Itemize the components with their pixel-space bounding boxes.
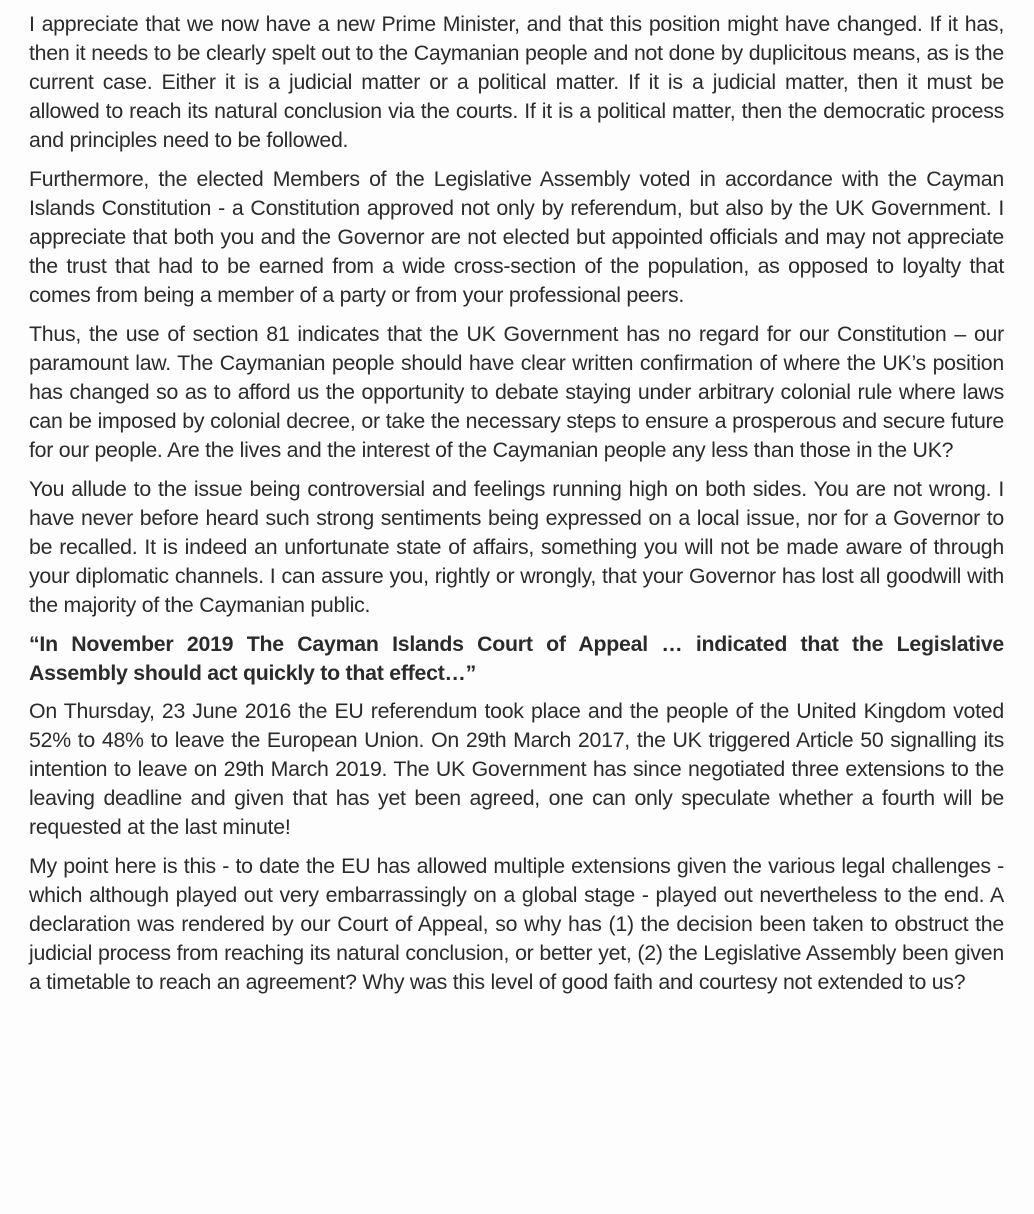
paragraph-section-81: Thus, the use of section 81 indicates that the UK Government has no regard for our Constitution – our paramount law. The Caymanian people should have clear written confirmation of where the UK’s position has changed so as to afford us the opportunity to debate staying under arbitrary colonial rule where laws can be imposed by colonial decree, or take the necessary steps to ensure a prosperous and secure future for our people. Are the lives and the interest of the Caymanian people any less than those in the UK?	[29, 322, 1004, 462]
paragraph-eu-referendum: On Thursday, 23 June 2016 the EU referendum took place and the people of the United Kingdom voted 52% to 48% to leave the European Union. On 29th March 2017, the UK triggered Article 50 signalling its intention to leave on 29th March 2019. The UK Government has since negotiated three extensions to the leaving deadline and given that has yet been agreed, one can only speculate whether a fourth will be requested at the last minute!	[29, 699, 1004, 839]
paragraph-legislative-assembly-vote: Furthermore, the elected Members of the Legislative Assembly voted in accordance with the Cayman Islands Constitution - a Constitution approved not only by referendum, but also by the UK Government. I appreciate that both you and the Governor are not elected but appointed officials and may not appreciate the trust that had to be earned from a wide cross-section of the population, as opposed to loyalty that comes from being a member of a party or from your professional peers.	[29, 167, 1004, 307]
quoted-heading-court-of-appeal: “In November 2019 The Cayman Islands Court of Appeal … indicated that the Legislative Assembly should act quickly to that effect…”	[29, 632, 1004, 685]
paragraph-controversial-issue: You allude to the issue being controversial and feelings running high on both sides. You are not wrong. I have never before heard such strong sentiments being expressed on a local issue, nor for a Governor to be recalled. It is indeed an unfortunate state of affairs, something you will not be made aware of through your diplomatic channels. I can assure you, rightly or wrongly, that your Governor has lost all goodwill with the majority of the Caymanian public.	[29, 477, 1004, 617]
paragraph-extensions-point: My point here is this - to date the EU has allowed multiple extensions given the various legal challenges - which although played out very embarrassingly on a global stage - played out nevertheless to the end. A declaration was rendered by our Court of Appeal, so why has (1) the decision been taken to obstruct the judicial process from reaching its natural conclusion, or better yet, (2) the Legislative Assembly been given a timetable to reach an agreement? Why was this level of good faith and courtesy not extended to us?	[29, 854, 1004, 994]
paragraph-new-prime-minister: I appreciate that we now have a new Prime Minister, and that this position might have changed. If it has, then it needs to be clearly spelt out to the Caymanian people and not done by duplicitous means, as is the current case. Either it is a judicial matter or a political matter. If it is a judicial matter, then it must be allowed to reach its natural conclusion via the courts. If it is a political matter, then the democratic process and principles need to be followed.	[29, 12, 1004, 152]
